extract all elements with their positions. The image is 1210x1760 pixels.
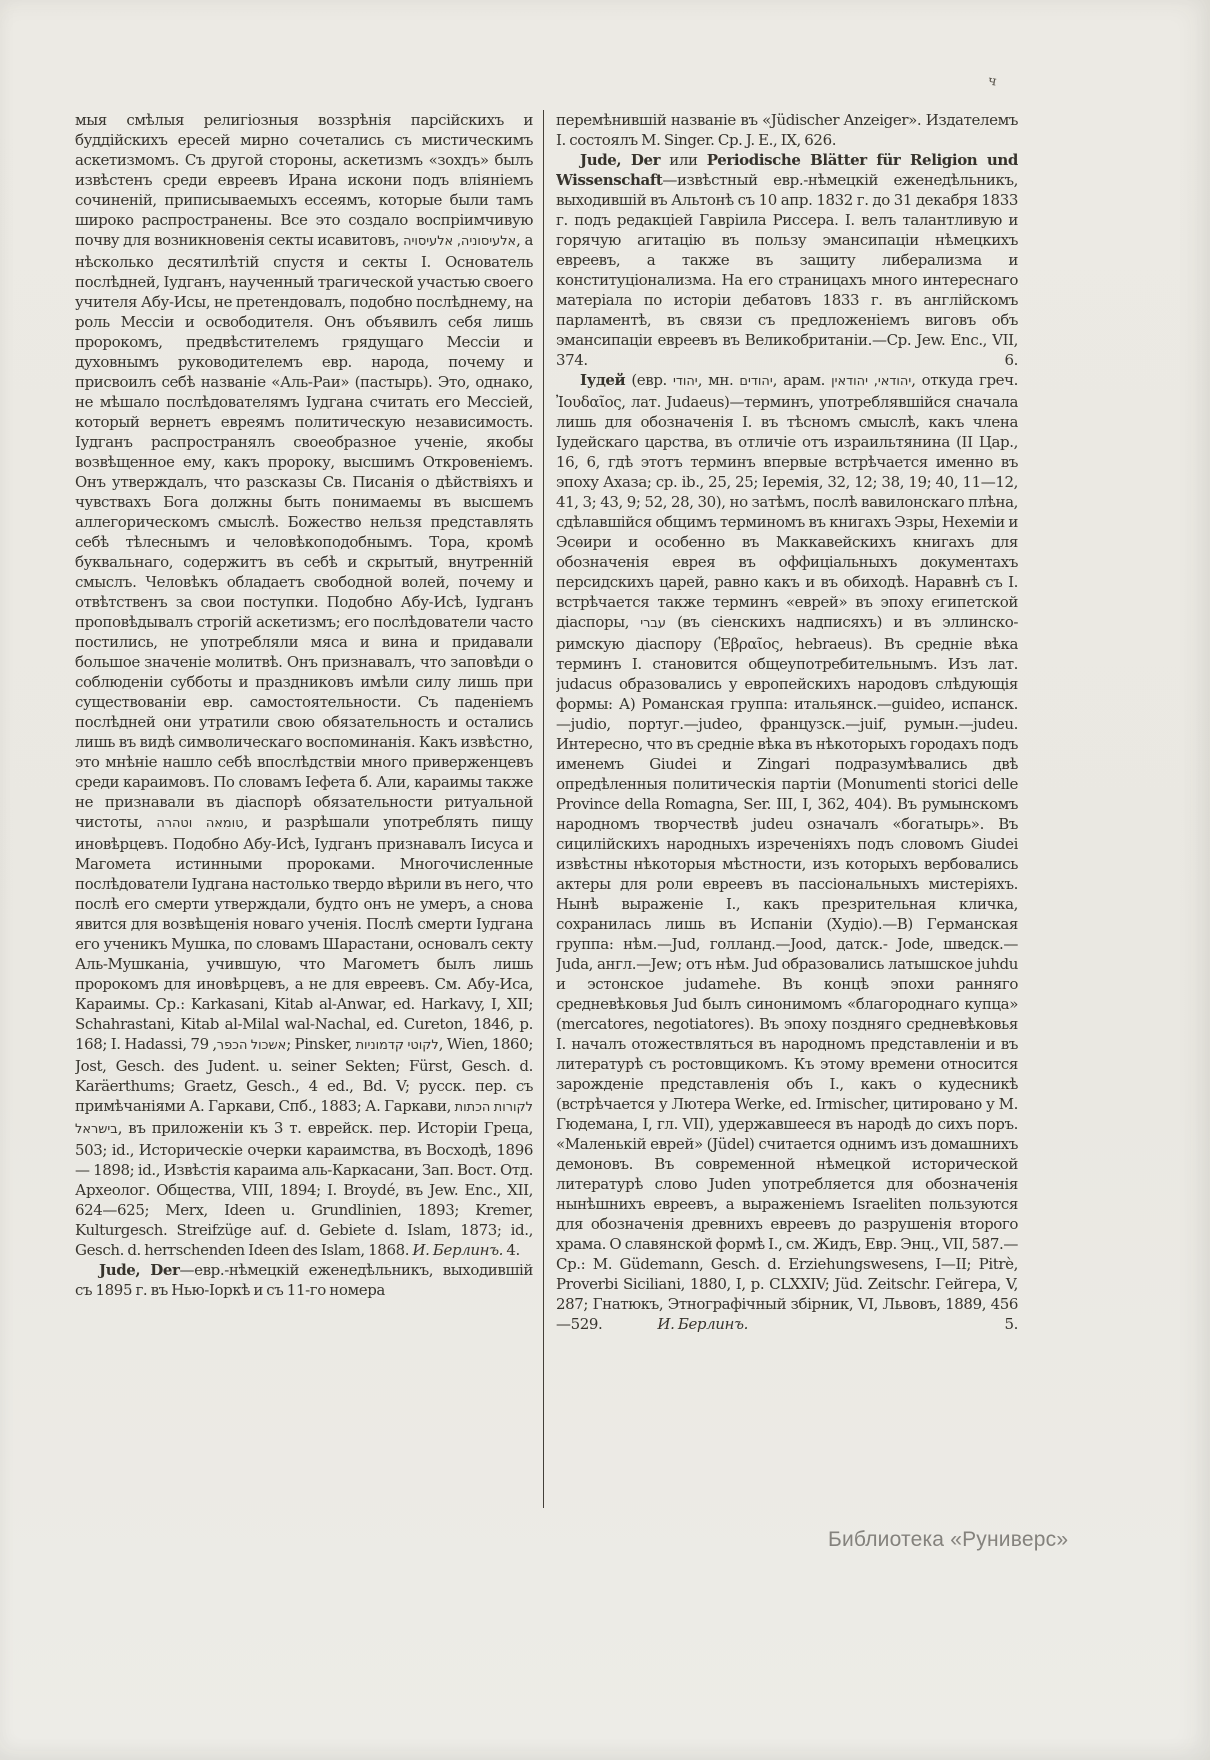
text-run: , мн. — [697, 371, 740, 389]
left-column — [75, 110, 533, 1512]
text-run: , а нѣсколько десятилѣтій спустя и секты І. Основатель послѣдней, Іудганъ, наученный трагической участью своего учителя Абу-Исы, не претендовалъ, подобно послѣднему, на роль Мессіи и освободителя. Онъ объявилъ себя лишь пророкомъ, предвѣстителемъ грядущаго Мессіи и духовнымъ руководителемъ евр. народа, почему и присвоилъ себѣ названіе «Аль-Раи» (пастырь). Это, однако, не мѣшало послѣдователямъ Іудгана считать его Мессіей, который вернетъ евреямъ политическую независимость. Іудганъ распространялъ своеобразное ученіе, якобы возвѣщенное ему, какъ пророку, высшимъ Откровеніемъ. Онъ утверждалъ, что разсказы Св. Писанія о дѣйствіяхъ и чувствахъ Бога должны быть понимаемы въ высшемъ аллегорическомъ смыслѣ. Божество нельзя представлять себѣ тѣлеснымъ и человѣкоподобнымъ. Тора, кромѣ буквальнаго, содержитъ въ себѣ и скрытый, внутренній смыслъ. Человѣкъ обладаетъ свободной волей, почему и отвѣтственъ за свои поступки. Подобно Абу-Исѣ, Іудганъ проповѣдывалъ строгій аскетизмъ; его послѣдователи часто постились, не употребляли мяса и вина и придавали большое значеніе молитвѣ. Онъ признавалъ, что заповѣди о соблюденіи субботы и праздниковъ имѣли силу лишь при существованіи евр. самостоятельности. Съ паденіемъ послѣдней они утратили свою обязательность и остались лишь въ видѣ символическаго воспоминанія. Какъ извѣстно, это мнѣніе нашло себѣ впослѣдствіи много приверженцевъ среди караимовъ. По словамъ Іефета б. Али, караимы также не признавали въ діаспорѣ обязательности ритуальной чистоты, — [75, 231, 533, 831]
text-run: , 79; Pinsker, — [190, 1035, 356, 1053]
right-column — [556, 110, 1018, 1512]
hebrew-text: לקורות הכתות בישראל — [75, 1100, 533, 1137]
library-watermark: Библиотека «Руниверс» — [828, 1528, 1069, 1551]
text-run: , Wien, 1860; Jost, Gesch. des Judent. u. seiner Sekten; Fürst, Gesch. d. Karäerthums; Graetz, Gesch., 4 ed., Bd. V; русск. пер. съ примѣчаніями А. Гаркави, Спб., 1883; А. Гаркави, — [75, 1035, 533, 1115]
text-run: (въ сіенскихъ надписяхъ) и въ эллинско-римскую діаспору (Ἑβραῖος, hebraeus). Въ средніе вѣка терминъ I. становится общеупотребительнымъ. Изъ лат. judacus образовались у европейскихъ народовъ слѣдующія формы: А) Романская группа: итальянск.—guideo, испанск.—judio, португ.—judeo, французск.—juif, румын.—judeu. Интересно, что въ средніе вѣка въ нѣкоторыхъ городахъ подъ именемъ Giudei и Zingari подразумѣвались двѣ опредѣленныя политическія партіи (Monumenti storici delle Province della Romagna, Ser. III, I, 362, 404). Въ румынскомъ народномъ творчествѣ judeu означалъ «богатырь». Въ сицилійскихъ народныхъ изреченіяхъ подъ словомъ Giudei извѣстны нѣкоторыя мѣстности, изъ которыхъ вербовались актеры для роли евреевъ въ пассіональныхъ мистеріяхъ. Нынѣ выраженіе I., какъ презрительная кличка, сохранилась лишь въ Испаніи (Худіо).—В) Германская группа: нѣм.—Jud, голланд.—Jood, датск.- Jode, шведск.—Juda, англ.—Jew; отъ нѣм. Jud образовались латышское juhdu и эстонское judamehe. Въ концѣ эпохи ранняго средневѣковья Jud былъ синонимомъ «благороднаго купца» (mercatores, negotiatores). Въ эпоху поздняго средневѣковья I. началъ отожествляться въ народномъ представленіи и въ литературѣ съ ростовщикомъ. Къ этому времени относится зарожденіе представленія объ I., какъ о кудесникѣ (встрѣчается у Лютера Werke, ed. Irmischer, цитировано у М. Гюдемана, I, гл. VII), удержавшееся въ народѣ до сихъ поръ. «Маленькій еврей» (Jüdel) считается однимъ изъ домашнихъ демоновъ. Въ современной нѣмецкой исторической литературѣ слово Juden употребляется для обозначенія нынѣшнихъ евреевъ, а выраженіемъ Israeliten пользуются для обозначенія древнихъ евреевъ до разрушенія второго храма. О славянской формѣ I., см. Жидъ, Евр. Энц., VII, 587.—Ср.: M. Güdemann, Gesch. d. Erziehungswesens, I—II; Pitrè, Proverbi Siciliani, 1880, I, p. CLXXIV; Jüd. Zeitschr. Гейгера, V, 287; Гнатюкъ, Этнографічный збірник, VI, Львовъ, 1889, 456—529. — [556, 613, 1018, 1333]
hebrew-text: אלעיסוניה, אלעיסויה — [403, 234, 517, 249]
hebrew-text: לקוטי קדמוניות — [355, 1038, 439, 1053]
text-run: или — [660, 151, 707, 169]
text-run: —евр.-нѣмецкій еженедѣльникъ, выходившій съ 1895 г. въ Нью-Іоркѣ и съ 11-го номера — [75, 1261, 533, 1299]
text-run: мыя смѣлыя религіозныя воззрѣнія парсійскихъ и буддійскихъ ересей мирно сочетались съ мистическимъ аскетизмомъ. Съ другой стороны, аскетизмъ «зохдъ» былъ извѣстенъ среди евреевъ Ирана искони подъ вліяніемъ сочиненій, приписываемыхъ ессеямъ, которые были тамъ широко распространены. Все это создало воспріимчивую почву для возникновенія секты исавитовъ, — [75, 111, 533, 249]
column-divider-rule — [543, 110, 544, 1508]
text-run: , откуда греч. Ἰουδαῖος, лат. Judaeus)—терминъ, употреблявшійся сначала лишь для обозначенія I. въ тѣсномъ смыслѣ, какъ члена Іудейскаго царства, въ отличіе отъ израильтянина (II Цар., 16, 6, гдѣ этотъ терминъ впервые встрѣчается именно въ эпоху Ахаза; ср. ib., 25, 25; Іеремія, 32, 12; 38, 19; 40, 11—12, 41, 3; 43, 9; 52, 28, 30), но затѣмъ, послѣ вавилонскаго плѣна, сдѣлавшійся общимъ терминомъ въ книгахъ Эзры, Нехеміи и Эсѳири и особенно въ Маккавейскихъ книгахъ для обозначенія еврея въ оффиціальныхъ документахъ персидскихъ царей, равно какъ и въ обиходѣ. Наравнѣ съ I. встрѣчается также терминъ «еврей» въ эпоху египетской діаспоры, — [556, 371, 1018, 631]
hebrew-text: טומאה וטהרה — [156, 816, 244, 831]
paragraph — [556, 370, 1018, 1334]
text-run: , арам. — [772, 371, 832, 389]
hebrew-text: יהודאי, יהודאין — [831, 374, 912, 389]
corner-mencil-mark: ч — [986, 73, 998, 90]
text-run: , и разрѣшали употреблять пищу иновѣрцевъ. Подобно Абу-Исѣ, Іудганъ признавалъ Іисуса и Магомета истинными пророками. Многочисленные послѣдователи Іудгана настолько твердо вѣрили въ него, что послѣ его смерти утверждали, будто онъ не умеръ, а снова явится для возвѣщенія новаго ученія. Послѣ смерти Іудгана его ученикъ Мушка, по словамъ Шарастани, основалъ секту Аль-Мушканіа, учившую, что Магометъ былъ лишь пророкомъ для иновѣрцевъ, а не для евреевъ. См. Абу-Иса, Караимы. Ср.: Karkasani, Kitab al-Anwar, ed. Harkavy, I, XII; Schahrastani, Kitab al-Milal wal-Nachal, ed. Cureton, 1846, p. 168; I. Hadassi, — [75, 813, 533, 1053]
text-run: 4. — [503, 1241, 520, 1259]
text-run: —извѣстный евр.-нѣмецкій еженедѣльникъ, выходившій въ Альтонѣ съ 10 апр. 1832 г. до 31 декабря 1833 г. подъ редакціей Гавріила Риссера. І. велъ талантливую и горячую агитацію въ пользу эмансипаціи нѣмецкихъ евреевъ, а также въ защиту либерализма и конституціонализма. На его страницахъ много интереснаго матеріала по исторіи дебатовъ 1833 г. въ англійскомъ парламентѣ, въ связи съ предложеніемъ виговъ объ эмансипаціи евреевъ въ Великобританіи.—Ср. Jew. Enc., VII, 374. — [556, 171, 1018, 369]
two-column-text-block — [75, 110, 1018, 1512]
paragraph — [556, 150, 1018, 370]
text-run: И. Берлинъ. — [412, 1241, 504, 1259]
paragraph — [556, 110, 1018, 150]
text-run: Periodische Blätter für Religion und Wissenschaft — [556, 151, 1018, 189]
hebrew-text: אשכול הכפר — [216, 1038, 287, 1053]
paragraph — [75, 1260, 533, 1300]
text-run: 6. — [1004, 351, 1018, 369]
text-run: Jude, Der — [99, 1261, 180, 1279]
paragraph — [75, 110, 533, 1260]
hebrew-text: עברי — [640, 616, 666, 631]
text-run: 5. — [1004, 1315, 1018, 1333]
hebrew-text: יהודי — [672, 374, 698, 389]
text-run: Іудей — [580, 371, 626, 389]
text-run: , въ приложеніи къ 3 т. еврейск. пер. Исторіи Греца, 503; id., Историческіе очерки караимства, въ Восходѣ, 1896 — 1898; id., Извѣстія караима аль-Каркасани, Зап. Вост. Отд. Археолог. Общества, VIII, 1894; I. Broydé, въ Jew. Enc., XII, 624—625; Merx, Ideen u. Grundlinien, 1893; Kremer, Kulturgesch. Streifzüge auf. d. Gebiete d. Islam, 1873; id., Gesch. d. herrschenden Ideen des Islam, 1868. — [75, 1119, 533, 1259]
text-run: перемѣнившій названіе въ «Jüdischer Anzeiger». Издателемъ I. состоялъ M. Singer. Ср. J. E., IX, 626. — [556, 111, 1018, 149]
text-run: Jude, Der — [580, 151, 661, 169]
text-run: И. Берлинъ. — [657, 1315, 748, 1333]
text-run: (евр. — [625, 371, 673, 389]
hebrew-text: יהודים — [739, 374, 773, 389]
